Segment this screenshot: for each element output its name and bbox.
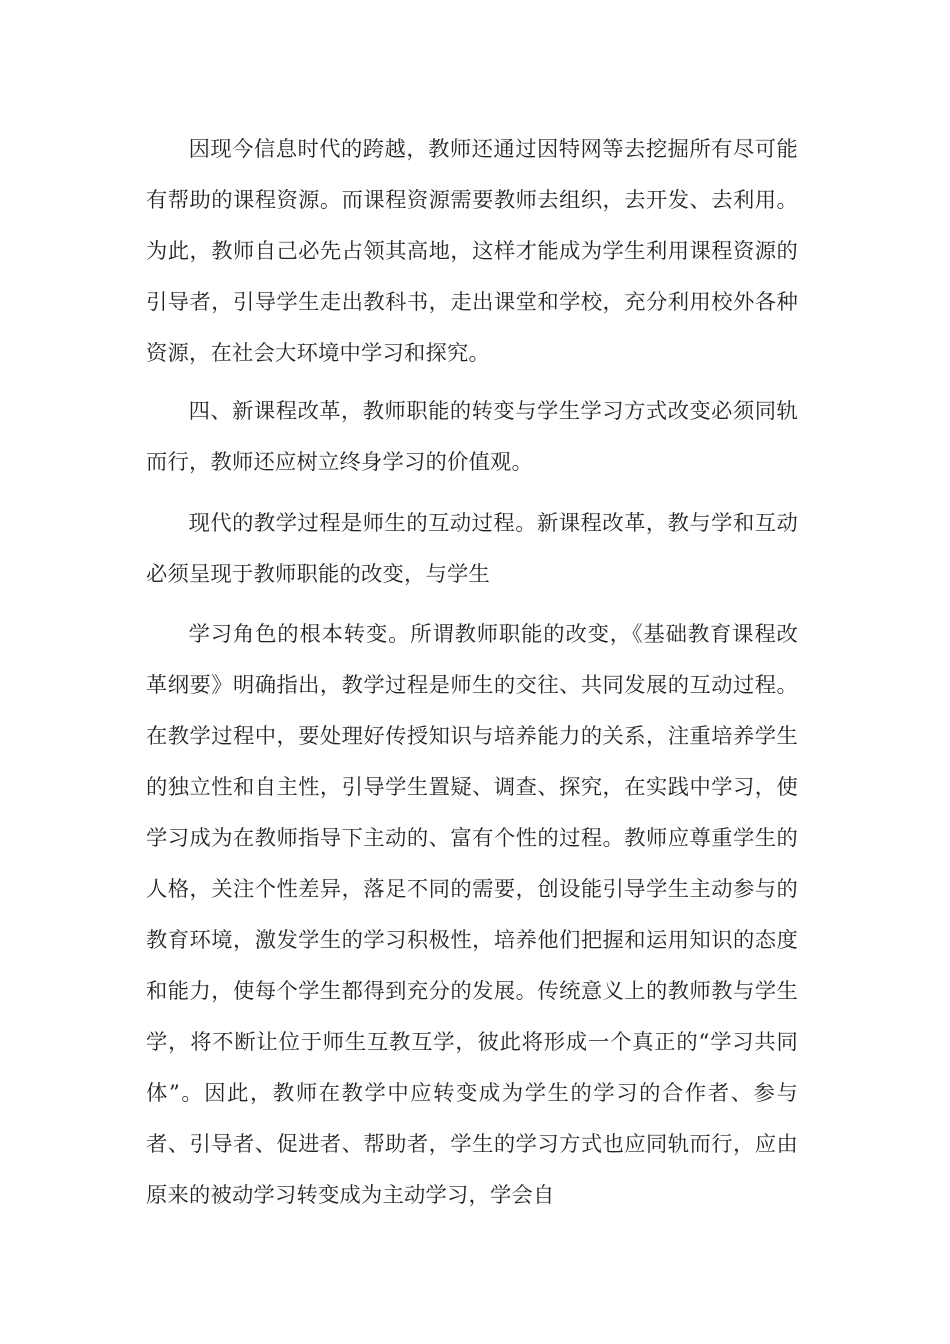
- paragraph-resources: 因现今信息时代的跨越，教师还通过因特网等去挖掘所有尽可能有帮助的课程资源。而课程资源需要教师去组织，去开发、去利用。为此，教师自己必先占领其高地，这样才能成为学生利用课程资源的引导者，引导学生走出教科书，走出课堂和学校，充分利用校外各种资源，在社会大环境中学习和探究。: [146, 137, 798, 366]
- paragraph-interactive-process: 现代的教学过程是师生的互动过程。新课程改革，教与学和互动必须呈现于教师职能的改变，与学生: [146, 511, 798, 587]
- paragraph-role-change: 学习角色的根本转变。所谓教师职能的改变，《基础教育课程改革纲要》明确指出，教学过程是师生的交往、共同发展的互动过程。在教学过程中，要处理好传授知识与培养能力的关系，注重培养学生的独立性和自主性，引导学生置疑、调查、探究，在实践中学习，使学习成为在教师指导下主动的、富有个性的过程。教师应尊重学生的人格，关注个性差异，落足不同的需要，创设能引导学生主动参与的教育环境，激发学生的学习积极性，培养他们把握和运用知识的态度和能力，使每个学生都得到充分的发展。传统意义上的教师教与学生学，将不断让位于师生互教互学，彼此将形成一个真正的“学习共同体”。因此，教师在教学中应转变成为学生的学习的合作者、参与者、引导者、促进者、帮助者，学生的学习方式也应同轨而行，应由原来的被动学习转变成为主动学习，学会自: [146, 622, 798, 1208]
- paragraph-section-four-heading: 四、新课程改革，教师职能的转变与学生学习方式改变必须同轨而行，教师还应树立终身学习的价值观。: [146, 399, 798, 475]
